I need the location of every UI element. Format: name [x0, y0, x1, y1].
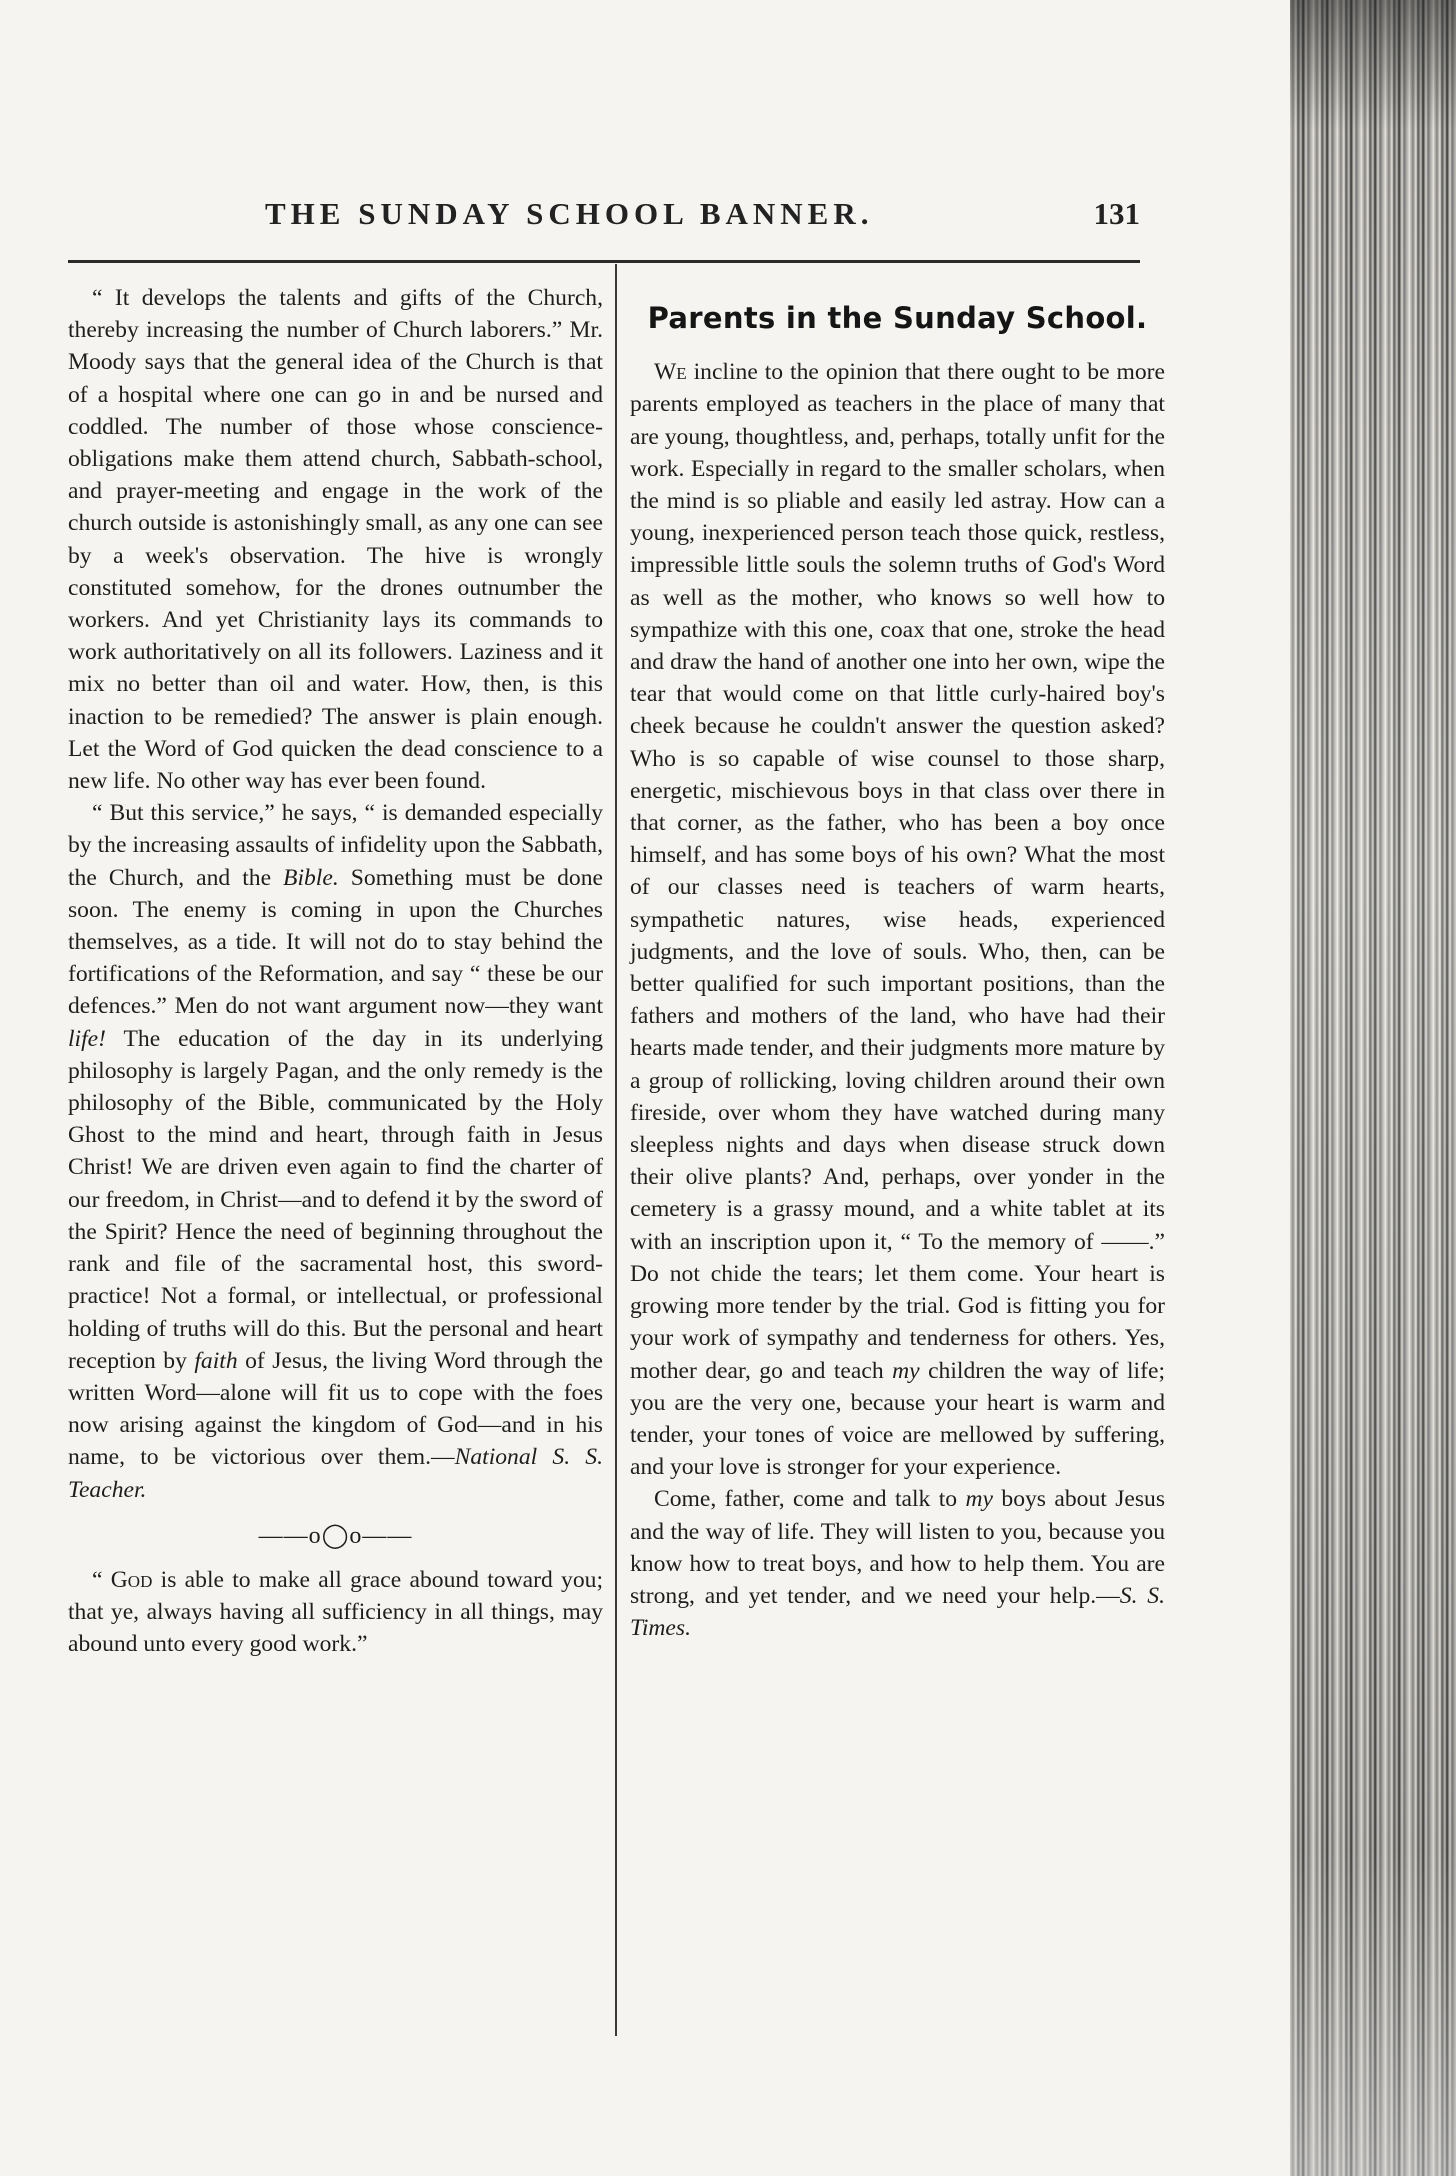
- left-column: [68, 282, 603, 1661]
- page-number: 131: [1093, 196, 1140, 231]
- right-p1-lead: We: [654, 359, 687, 386]
- quote-lead: “ God: [92, 1566, 153, 1593]
- right-p1-text-a: incline to the opinion that there ought to be more parents employed as teachers in the place of many that are young, thoughtless, and, perhaps, totally unfit for the work. Especially in regard to the smaller scholars, when the mind is so pliable and easily led astray. How can a young, inexperienced person teach those quick, restless, impressible little souls the solemn truths of God's Word as well as the mother, who knows so well how to sympathize with this one, coax that one, stroke the head and draw the hand of another one into her own, wipe the tear that would come on that little curly-haired boy's cheek because he couldn't answer the question asked? Who is so capable of wise counsel to those sharp, energetic, mischievous boys in that class over there in that corner, as the father, who has been a boy once himself, and has some boys of his own? What the most of our classes need is teachers of warm hearts, sympathetic natures, wise heads, experienced judgments, and the love of souls. Who, then, can be better qualified for such important positions, than the fathers and mothers of the land, who have had their hearts made tender, and their judgments more mature by a group of rollicking, loving children around their own fireside, over whom they have watched during many sleepless nights and days when disease struck down their olive plants? And, perhaps, over yonder in the cemetery is a grassy mound, and a white tablet at its with an inscription upon it, “ To the memory of ——.” Do not chide the tears; let them come. Your heart is growing more tender by the trial. God is fitting you for your work of sympathy and tenderness for others. Yes, mother dear, go and teach: [630, 359, 1165, 1384]
- running-head: [220, 196, 1140, 232]
- scripture-quote: [68, 1564, 603, 1661]
- quote-text: is able to make all grace abound toward you; that ye, always having all sufficiency in all things, may abound unto every good work.”: [68, 1566, 603, 1658]
- left-p2-em-faith: faith: [194, 1347, 238, 1374]
- right-paragraph-2: [630, 1483, 1165, 1644]
- left-p1-text: “ It develops the talents and gifts of the Church, thereby increasing the number of Church laborers.” Mr. Moody says that the general idea of the Church is that of a hospital where one can go in and be nursed and coddled. The number of those whose conscience-obligations make them attend church, Sabbath-school, and prayer-meeting and engage in the work of the church outside is astonishingly small, as any one can see by a week's observation. The hive is wrongly constituted somehow, for the drones outnumber the workers. And yet Christianity lays its commands to work authoritatively on all its followers. Laziness and it mix no better than oil and water. How, then, is this inaction to be remedied? The answer is plain enough. Let the Word of God quicken the dead conscience to a new life. No other way has ever been found.: [68, 285, 603, 795]
- left-p2-em-bible: Bible.: [283, 864, 339, 891]
- page-edge-shading: [1290, 0, 1456, 2176]
- left-paragraph-1: [68, 282, 603, 797]
- left-p2-text-d: of Jesus, the living Word through the written Word—alone will fit us to cope with the foes now arising against the kingdom of God—and in his name, to be victorious over them.—: [68, 1347, 603, 1471]
- running-title: THE SUNDAY SCHOOL BANNER.: [265, 196, 874, 231]
- right-paragraph-1: [630, 356, 1165, 1483]
- section-divider: ——o◯o——: [258, 1522, 413, 1549]
- left-p2-attribution: National S. S. Teacher.: [68, 1444, 604, 1503]
- left-p2-text-c: The education of the day in its underlying philosophy is largely Pagan, and the only remedy is the philosophy of the Bible, communicated by the Holy Ghost to the mind and heart, through faith in Jesus Christ! We are driven even again to find the charter of our freedom, in Christ—and to defend it by the sword of the Spirit? Hence the need of beginning throughout the rank and file of the sacramental host, this sword-practice! Not a formal, or intellectual, or professional holding of truths will do this. But the personal and heart reception by: [68, 1025, 603, 1374]
- book-page-edges: [1290, 0, 1456, 2176]
- left-p2-em-life: life!: [68, 1025, 106, 1052]
- right-p2-em-my: my: [965, 1486, 994, 1513]
- right-p2-text-a: Come, father, come and talk to: [654, 1486, 966, 1513]
- right-column: [630, 282, 1165, 1644]
- left-paragraph-2: [68, 797, 603, 1505]
- header-rule: [68, 260, 1140, 263]
- left-p2-text-b: Something must be done soon. The enemy is coming in upon the Churches themselves, as a tide. It will not do to stay behind the fortifications of the Reformation, and say “ these be our defences.” Men do not want argument now—they want: [68, 864, 603, 1020]
- right-p1-text-b: children the way of life; you are the very one, because your heart is warm and tender, your tones of voice are mellowed by suffering, and your love is stronger for your experience.: [630, 1357, 1165, 1481]
- right-p2-text-b: boys about Jesus and the way of life. They will listen to you, because you know how to treat boys, and how to help them. You are strong, and yet tender, and we need your help.—: [630, 1486, 1166, 1609]
- article-title: Parents in the Sunday School.: [647, 301, 1148, 335]
- column-rule: [615, 264, 617, 2036]
- right-p1-em-my: my: [892, 1357, 920, 1384]
- right-p2-attribution: S. S. Times.: [630, 1582, 1165, 1642]
- left-p2-text-a: “ But this service,” he says, “ is demanded especially by the increasing assaults of infidelity upon the Sabbath, the Church, and the: [68, 800, 603, 891]
